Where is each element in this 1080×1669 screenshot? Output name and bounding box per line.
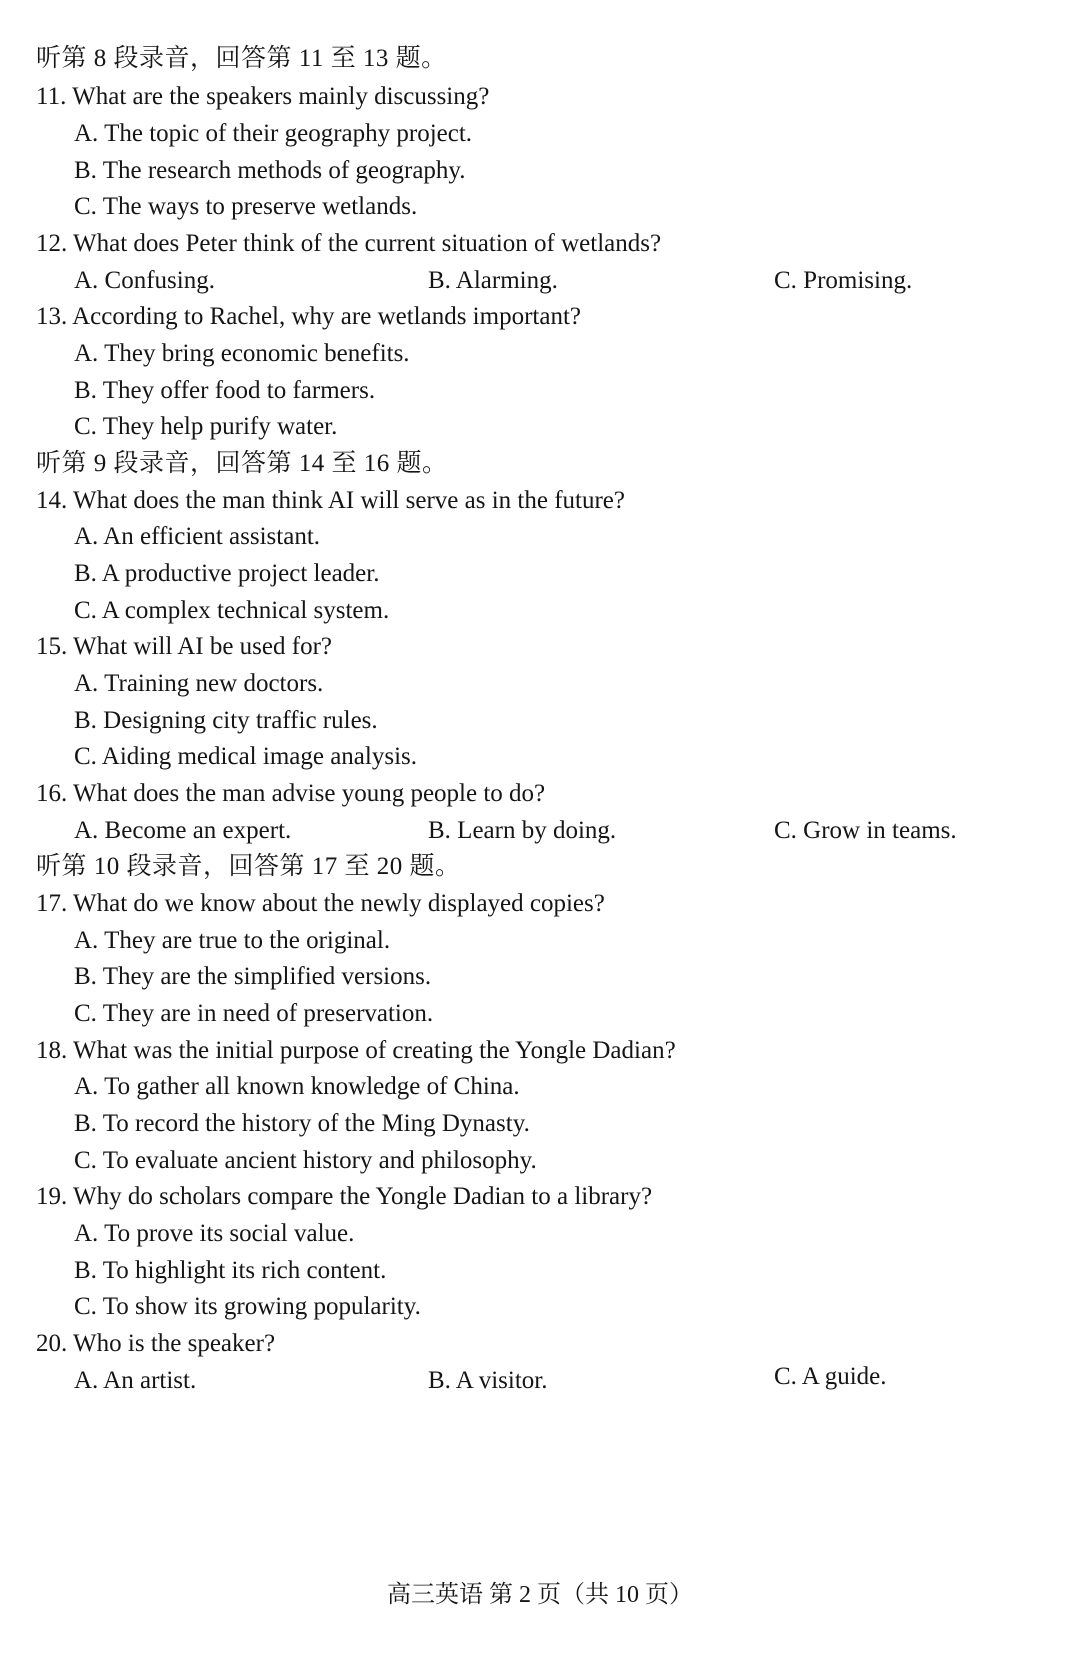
- question-19-option-c: C. To show its growing popularity.: [74, 1293, 421, 1320]
- question-18-option-b: B. To record the history of the Ming Dynasty.: [74, 1110, 530, 1137]
- question-13-stem: 13. According to Rachel, why are wetlands important?: [36, 303, 581, 330]
- question-15-option-a: A. Training new doctors.: [74, 670, 324, 697]
- question-12-stem: 12. What does Peter think of the current situation of wetlands?: [36, 230, 662, 257]
- question-18-stem: 18. What was the initial purpose of creating the Yongle Dadian?: [36, 1037, 676, 1064]
- question-19-stem: 19. Why do scholars compare the Yongle Dadian to a library?: [36, 1183, 653, 1210]
- question-14-option-a: A. An efficient assistant.: [74, 523, 321, 550]
- question-11-option-c: C. The ways to preserve wetlands.: [74, 193, 418, 220]
- question-11-option-a: A. The topic of their geography project.: [74, 120, 473, 147]
- question-12-option-a: A. Confusing.: [74, 267, 215, 294]
- question-17-option-a: A. They are true to the original.: [74, 927, 391, 954]
- question-12-option-b: B. Alarming.: [428, 267, 558, 294]
- question-19-option-a: A. To prove its social value.: [74, 1220, 355, 1247]
- question-15-option-c: C. Aiding medical image analysis.: [74, 743, 417, 770]
- question-20-option-a: A. An artist.: [74, 1367, 197, 1394]
- question-17-stem: 17. What do we know about the newly displayed copies?: [36, 890, 605, 917]
- question-13-option-c: C. They help purify water.: [74, 413, 338, 440]
- question-12-option-c: C. Promising.: [774, 267, 913, 294]
- question-16-option-a: A. Become an expert.: [74, 817, 292, 844]
- question-14-option-c: C. A complex technical system.: [74, 597, 390, 624]
- question-16-option-b: B. Learn by doing.: [428, 817, 617, 844]
- question-11-stem: 11. What are the speakers mainly discussing?: [36, 83, 490, 110]
- question-11-option-b: B. The research methods of geography.: [74, 157, 466, 184]
- question-17-option-c: C. They are in need of preservation.: [74, 1000, 434, 1027]
- question-19-option-b: B. To highlight its rich content.: [74, 1257, 387, 1284]
- question-20-option-c: C. A guide.: [774, 1363, 887, 1390]
- question-20-stem: 20. Who is the speaker?: [36, 1330, 276, 1357]
- section-heading-8: 听第 8 段录音，回答第 11 至 13 题。: [36, 45, 447, 72]
- question-13-option-b: B. They offer food to farmers.: [74, 377, 376, 404]
- section-heading-10: 听第 10 段录音，回答第 17 至 20 题。: [36, 853, 461, 880]
- question-15-stem: 15. What will AI be used for?: [36, 633, 332, 660]
- question-18-option-c: C. To evaluate ancient history and philosophy.: [74, 1147, 537, 1174]
- question-14-option-b: B. A productive project leader.: [74, 560, 380, 587]
- question-15-option-b: B. Designing city traffic rules.: [74, 707, 378, 734]
- question-17-option-b: B. They are the simplified versions.: [74, 963, 432, 990]
- question-16-option-c: C. Grow in teams.: [774, 817, 957, 844]
- question-18-option-a: A. To gather all known knowledge of China.: [74, 1073, 520, 1100]
- page-footer: 高三英语 第 2 页（共 10 页）: [387, 1582, 693, 1608]
- question-20-option-b: B. A visitor.: [428, 1367, 548, 1394]
- question-16-stem: 16. What does the man advise young people to do?: [36, 780, 546, 807]
- question-13-option-a: A. They bring economic benefits.: [74, 340, 410, 367]
- section-heading-9: 听第 9 段录音，回答第 14 至 16 题。: [36, 450, 448, 477]
- question-14-stem: 14. What does the man think AI will serve as in the future?: [36, 487, 625, 514]
